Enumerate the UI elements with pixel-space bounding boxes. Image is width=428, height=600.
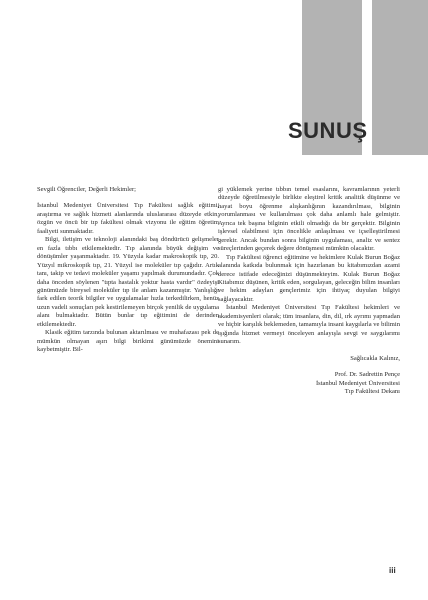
page-title: SUNUŞ xyxy=(288,118,368,143)
paragraph: Tıp Fakültesi öğrenci eğitimine ve hekimlere Kulak Burun Boğaz alanında katkıda bulunmak için hazırlanan bu kitabımızdan azami derece istifade edeceğinizi düşünmekteyim. Kulak Burun Boğaz Kitabımız düşünen, kritik eden, sorgulayan, geleceğin bilim insanları ve hekim adayları gençlerimiz için ihtiyaç duyulan bilgiyi sağlayacaktır. xyxy=(218,253,400,303)
page-number: iii xyxy=(389,566,396,575)
text-column-left xyxy=(37,186,219,355)
signature-position: Tıp Fakültesi Dekanı xyxy=(344,387,400,395)
paragraph: gi yüklemek yerine tıbbın temel esaslarını, kavramlarının yeterli düzeyde öğretilmesiyle birlikte eleştirel kritik analitik düşünme ve hayat boyu öğrenme alışkanlığının kazandırılması, bilginin yorumlanması ve kullanılması çok daha anlamlı hale gelmiştir. Ayrıca tek başına bilginin etkili olmadığı da bir gerçektir. Bilginin işlevsel olabilmesi için öncelikle anlaşılması ve içselleştirilmesi gerekir. Ancak bundan sonra bilginin uygulaması, analiz ve sentez süreçlerinden geçerek değere dönüşmesi mümkün olacaktır. xyxy=(218,186,400,253)
salutation: Sevgili Öğrenciler, Değerli Hekimler; xyxy=(37,186,136,193)
paragraph: Bilgi, iletişim ve teknoloji alanındaki baş döndürücü gelişmeler en fazla tıbbı etkilemektedir. Tıp alanında büyük değişim ve dönüşümler yaşanmaktadır. 19. Yüzyıla kadar makroskopik tıp, 20. Yüzyıl mikroskopik tıp, 21. Yüzyıl ise moleküler tıp çağıdır. Artık tanı, takip ve tedavi moleküler yaşamı yapılmak durumundadır. Çok daha önceden söylenen "tıpta hastalık yoktur hasta vardır" özdeyişi günümüzde bireysel moleküler tıp ile anlam kazanmıştır. Yanlışlığı fark edilen teorik bilgiler ve uygulamalar hızla terkedilirken, henüz uzun vadeli sonuçları pek kestirilemeyen birçok yenilik de uygulama alanı bulmaktadır. Bütün bunlar tıp eğitimini de derinden etkilemektedir. xyxy=(37,236,219,328)
paragraph: Klasik eğitim tarzında bulunan aktarılması ve muhafazası pek de mümkün olmayan aşırı bilgi birikimi günümüzde önemini kaybetmiştir. Bil- xyxy=(37,329,219,354)
text-column-right xyxy=(218,186,400,396)
signature-institution: İstanbul Medeniyet Üniversitesi xyxy=(315,379,400,387)
signature-name: Prof. Dr. Sadrettin Pençe xyxy=(334,371,400,379)
closing: Sağlıcakla Kalınız, xyxy=(350,354,400,362)
paragraph: İstanbul Medeniyet Üniversitesi Tıp Fakültesi sağlık eğitimi, araştırma ve sağlık hizmeti alanlarında uluslararası düzeyde etkin, özgün ve öncü bir tıp fakültesi olmak vizyonu ile eğitim öğretim faaliyeti sunmaktadır. xyxy=(37,202,219,235)
paragraph: İstanbul Medeniyet Üniversitesi Tıp Fakültesi hekimleri ve akademisyenleri olarak; tüm insanlara, din, dil, ırk ayrımı yapmadan ve hiçbir karşılık beklemeden, tamamıyla insani kaygılarla ve bilimin ışığında hizmet vermeyi önceleyen anlayışla sevgi ve saygılarımı sunarım. xyxy=(218,304,400,346)
